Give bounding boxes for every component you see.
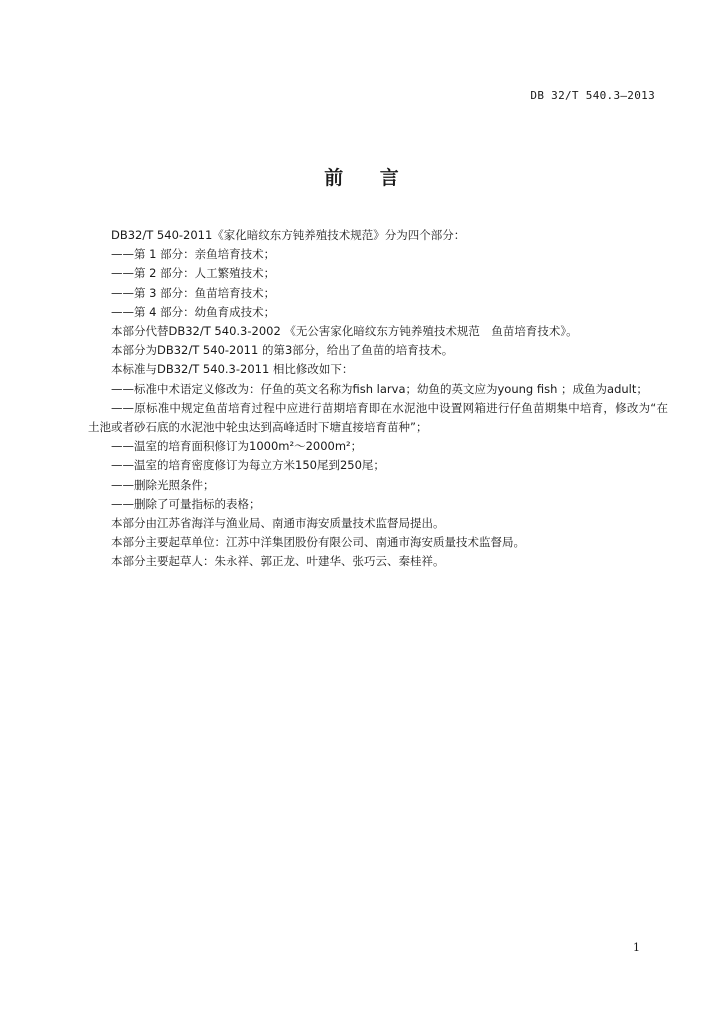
list-item-part-1: ——第 1 部分：亲鱼培育技术； [111,247,276,262]
page-title: 前 言 [324,167,400,189]
paragraph-drafting-units: 本部分主要起草单位：江苏中洋集团股份有限公司、南通市海安质量技术监督局。 [111,535,525,550]
list-item-change-light: ——删除光照条件； [111,477,215,492]
page-number: 1 [633,941,640,954]
list-item-change-area: ——温室的培育面积修订为1000m²～2000m²； [111,439,363,454]
paragraph-parts-intro: DB32/T 540-2011《家化暗纹东方钝养殖技术规范》分为四个部分： [111,228,466,242]
paragraph-changes-intro: 本标准与DB32/T 540.3-2011 相比修改如下： [111,362,354,377]
list-item-change-table: ——删除了可量指标的表格； [111,496,261,511]
list-item-part-3: ——第 3 部分：鱼苗培育技术； [111,285,276,300]
list-item-change-density: ——温室的培育密度修订为每立方米150尾到250尾； [111,458,385,473]
foreword-body [88,226,668,572]
standard-code: DB 32/T 540.3—2013 [530,89,655,102]
paragraph-scope: 本部分为DB32/T 540-2011 的第3部分，给出了鱼苗的培育技术。 [111,343,454,358]
paragraph-drafters: 本部分主要起草人：朱永祥、郭正龙、叶建华、张巧云、秦桂祥。 [111,554,445,569]
list-item-part-2: ——第 2 部分：人工繁殖技术； [111,266,276,281]
list-item-change-terms: ——标准中术语定义修改为：仔鱼的英文名称为fish larva；幼鱼的英文应为young fish ；成鱼为adult； [111,381,648,396]
list-item-part-4: ——第 4 部分：幼鱼育成技术； [111,304,276,319]
paragraph-proposed-by: 本部分由江苏省海洋与渔业局、南通市海安质量技术监督局提出。 [111,516,445,531]
paragraph-replaces: 本部分代替DB32/T 540.3-2002 《无公害家化暗纹东方钝养殖技术规范 鱼苗培育技术》。 [111,324,578,339]
list-item-change-nursery: ——原标准中规定鱼苗培育过程中应进行苗期培育即在水泥池中设置网箱进行仔鱼苗期集中培育，修改为“在土池或者砂石底的水泥池中轮虫达到高峰适时下塘直接培育苗种”； [88,400,668,435]
